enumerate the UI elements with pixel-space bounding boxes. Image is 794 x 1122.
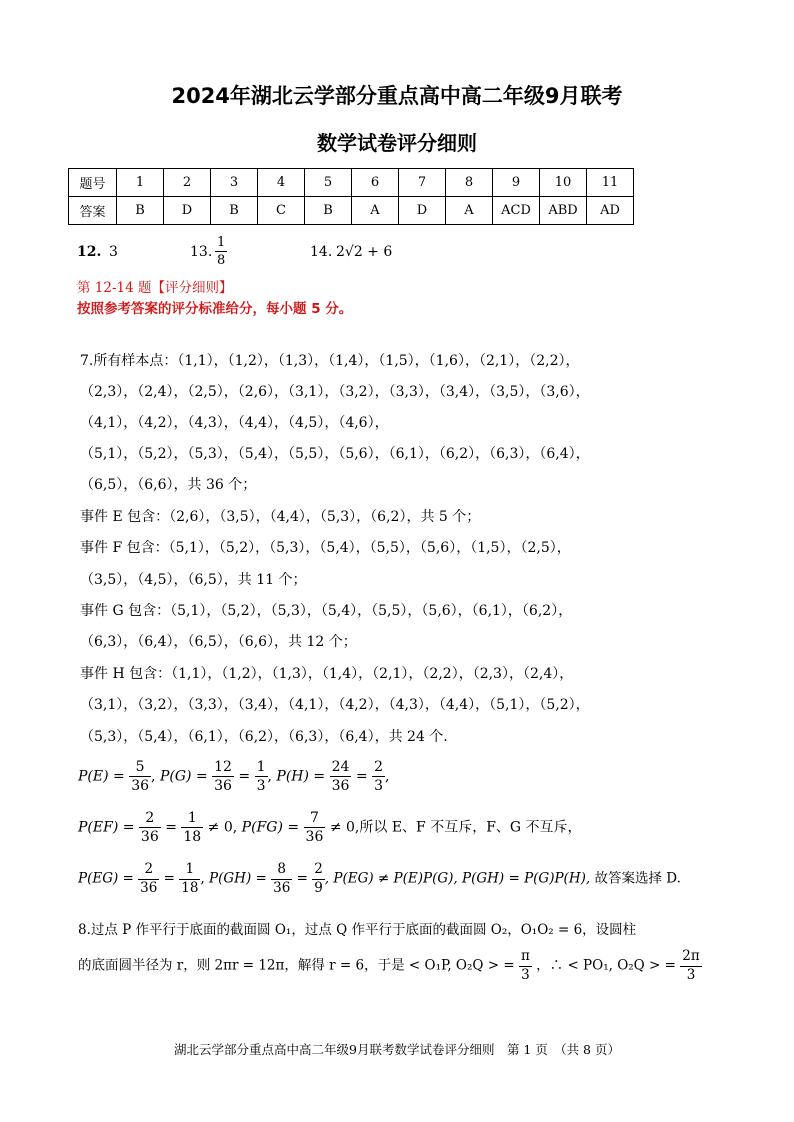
- prob-line-1: P(E) = $\frac{5}{36}$ , P(G) = $\frac{12}{36}$ = $\frac{1}{3}$ , P(H) = $\frac{24}{36}$ = $\frac{2}{3}$ ,: [78, 759, 390, 794]
- q7-line: 7.所有样本点：（1,1），（1,2），（1,3），（1,4），（1,5），（1,6），（2,1），（2,2），: [80, 353, 580, 369]
- q12-answer: 3: [109, 244, 118, 260]
- q13-numerator: 1: [217, 235, 226, 250]
- prob-line-3: P(EG) = $\frac{2}{36}$ = $\frac{1}{18}$ , P(GH) = $\frac{8}{36}$ = $\frac{2}{9}$ , P(EG) ≠ P(E)P(G), P(GH) = P(G)P(H), 故答案选择 D.: [78, 861, 681, 896]
- q13-denominator: 8: [217, 253, 226, 268]
- table-cell: A: [446, 197, 493, 225]
- table-cell: B: [305, 197, 352, 225]
- table-cell: 11: [587, 169, 634, 197]
- q14-answer: 2√2 + 6: [336, 244, 393, 260]
- table-cell: D: [164, 197, 211, 225]
- q7-line: （4,1），（4,2），（4,3），（4,4），（4,5），（4,6），: [80, 415, 389, 431]
- table-cell: 9: [493, 169, 540, 197]
- q13-label: 13.: [190, 244, 213, 260]
- page-footer: 湖北云学部分重点高中高二年级9月联考数学试卷评分细则 第 1 页 （共 8 页）: [173, 1042, 620, 1057]
- q14-label: 14.: [310, 244, 333, 260]
- table-cell: 8: [446, 169, 493, 197]
- table-cell: C: [258, 197, 305, 225]
- table-cell: 6: [352, 169, 399, 197]
- q12-label: 12.: [77, 244, 102, 260]
- grading-text: 按照参考答案的评分标准给分，每小题 5 分。: [77, 301, 353, 317]
- table-cell: 7: [399, 169, 446, 197]
- q7-line: （5,1），（5,2），（5,3），（5,4），（5,5），（5,6），（6,1），（6,2），（6,3），（6,4），: [80, 446, 590, 462]
- table-cell: 4: [258, 169, 305, 197]
- table-cell: D: [399, 197, 446, 225]
- table-cell: ABD: [540, 197, 587, 225]
- q7-line: （3,1），（3,2），（3,3），（3,4），（4,1），（4,2），（4,3），（4,4），（5,1），（5,2），: [80, 697, 590, 713]
- row-label: 答案: [69, 197, 117, 225]
- q7-line: 事件 H 包含：（1,1），（1,2），（1,3），（1,4），（2,1），（2,2），（2,3），（2,4），: [80, 666, 574, 682]
- table-cell: 3: [211, 169, 258, 197]
- q8-line-2: 的底面圆半径为 r，则 2πr = 12π，解得 r = 6，于是 < O₁P, O₂Q > = $\frac{\pi}{3}$ ，∴ < PO₁, O₂Q > = $\frac{2\pi}{3}$: [78, 948, 700, 983]
- table-cell: 2: [164, 169, 211, 197]
- table-cell: B: [211, 197, 258, 225]
- q8-line-1: 8.过点 P 作平行于底面的截面圆 O₁，过点 Q 作平行于底面的截面圆 O₂，O₁O₂ = 6，设圆柱: [78, 922, 637, 938]
- table-cell: B: [117, 197, 164, 225]
- q7-line: 事件 G 包含：（5,1），（5,2），（5,3），（5,4），（5,5），（5,6），（6,1），（6,2），: [80, 603, 573, 619]
- grading-heading: 第 12-14 题【评分细则】: [77, 280, 233, 296]
- table-cell: A: [352, 197, 399, 225]
- q7-line: （5,3），（5,4），（6,1），（6,2），（6,3），（6,4），共 24 个.: [80, 729, 448, 745]
- q7-line: （6,3），（6,4），（6,5），（6,6），共 12 个；: [80, 634, 357, 650]
- table-row: [69, 169, 634, 197]
- table-cell: 10: [540, 169, 587, 197]
- table-cell: AD: [587, 197, 634, 225]
- table-cell: 5: [305, 169, 352, 197]
- page-subtitle: 数学试卷评分细则: [317, 131, 477, 155]
- table-row: [69, 197, 634, 225]
- q7-line: （2,3），（2,4），（2,5），（2,6），（3,1），（3,2），（3,3），（3,4），（3,5），（3,6），: [80, 384, 590, 400]
- q7-line: 事件 E 包含：（2,6），（3,5），（4,4），（5,3），（6,2），共 5 个；: [80, 509, 481, 525]
- table-cell: ACD: [493, 197, 540, 225]
- q13-fraction: [215, 236, 227, 267]
- table-cell: 1: [117, 169, 164, 197]
- answer-table: [68, 168, 634, 225]
- row-label: 题号: [69, 169, 117, 197]
- q7-line: （3,5），（4,5），（6,5），共 11 个；: [80, 572, 307, 588]
- q7-line: 事件 F 包含：（5,1），（5,2），（5,3），（5,4），（5,5），（5,6），（1,5），（2,5），: [80, 540, 571, 556]
- prob-line-2: P(EF) = $\frac{2}{36}$ = $\frac{1}{18}$ ≠ 0, P(FG) = $\frac{7}{36}$ ≠ 0,所以 E、F 不互斥，F、G 不互斥，: [78, 810, 582, 845]
- page-title: 2024年湖北云学部分重点高中高二年级9月联考: [171, 84, 623, 108]
- q7-line: （6,5），（6,6），共 36 个；: [80, 477, 257, 493]
